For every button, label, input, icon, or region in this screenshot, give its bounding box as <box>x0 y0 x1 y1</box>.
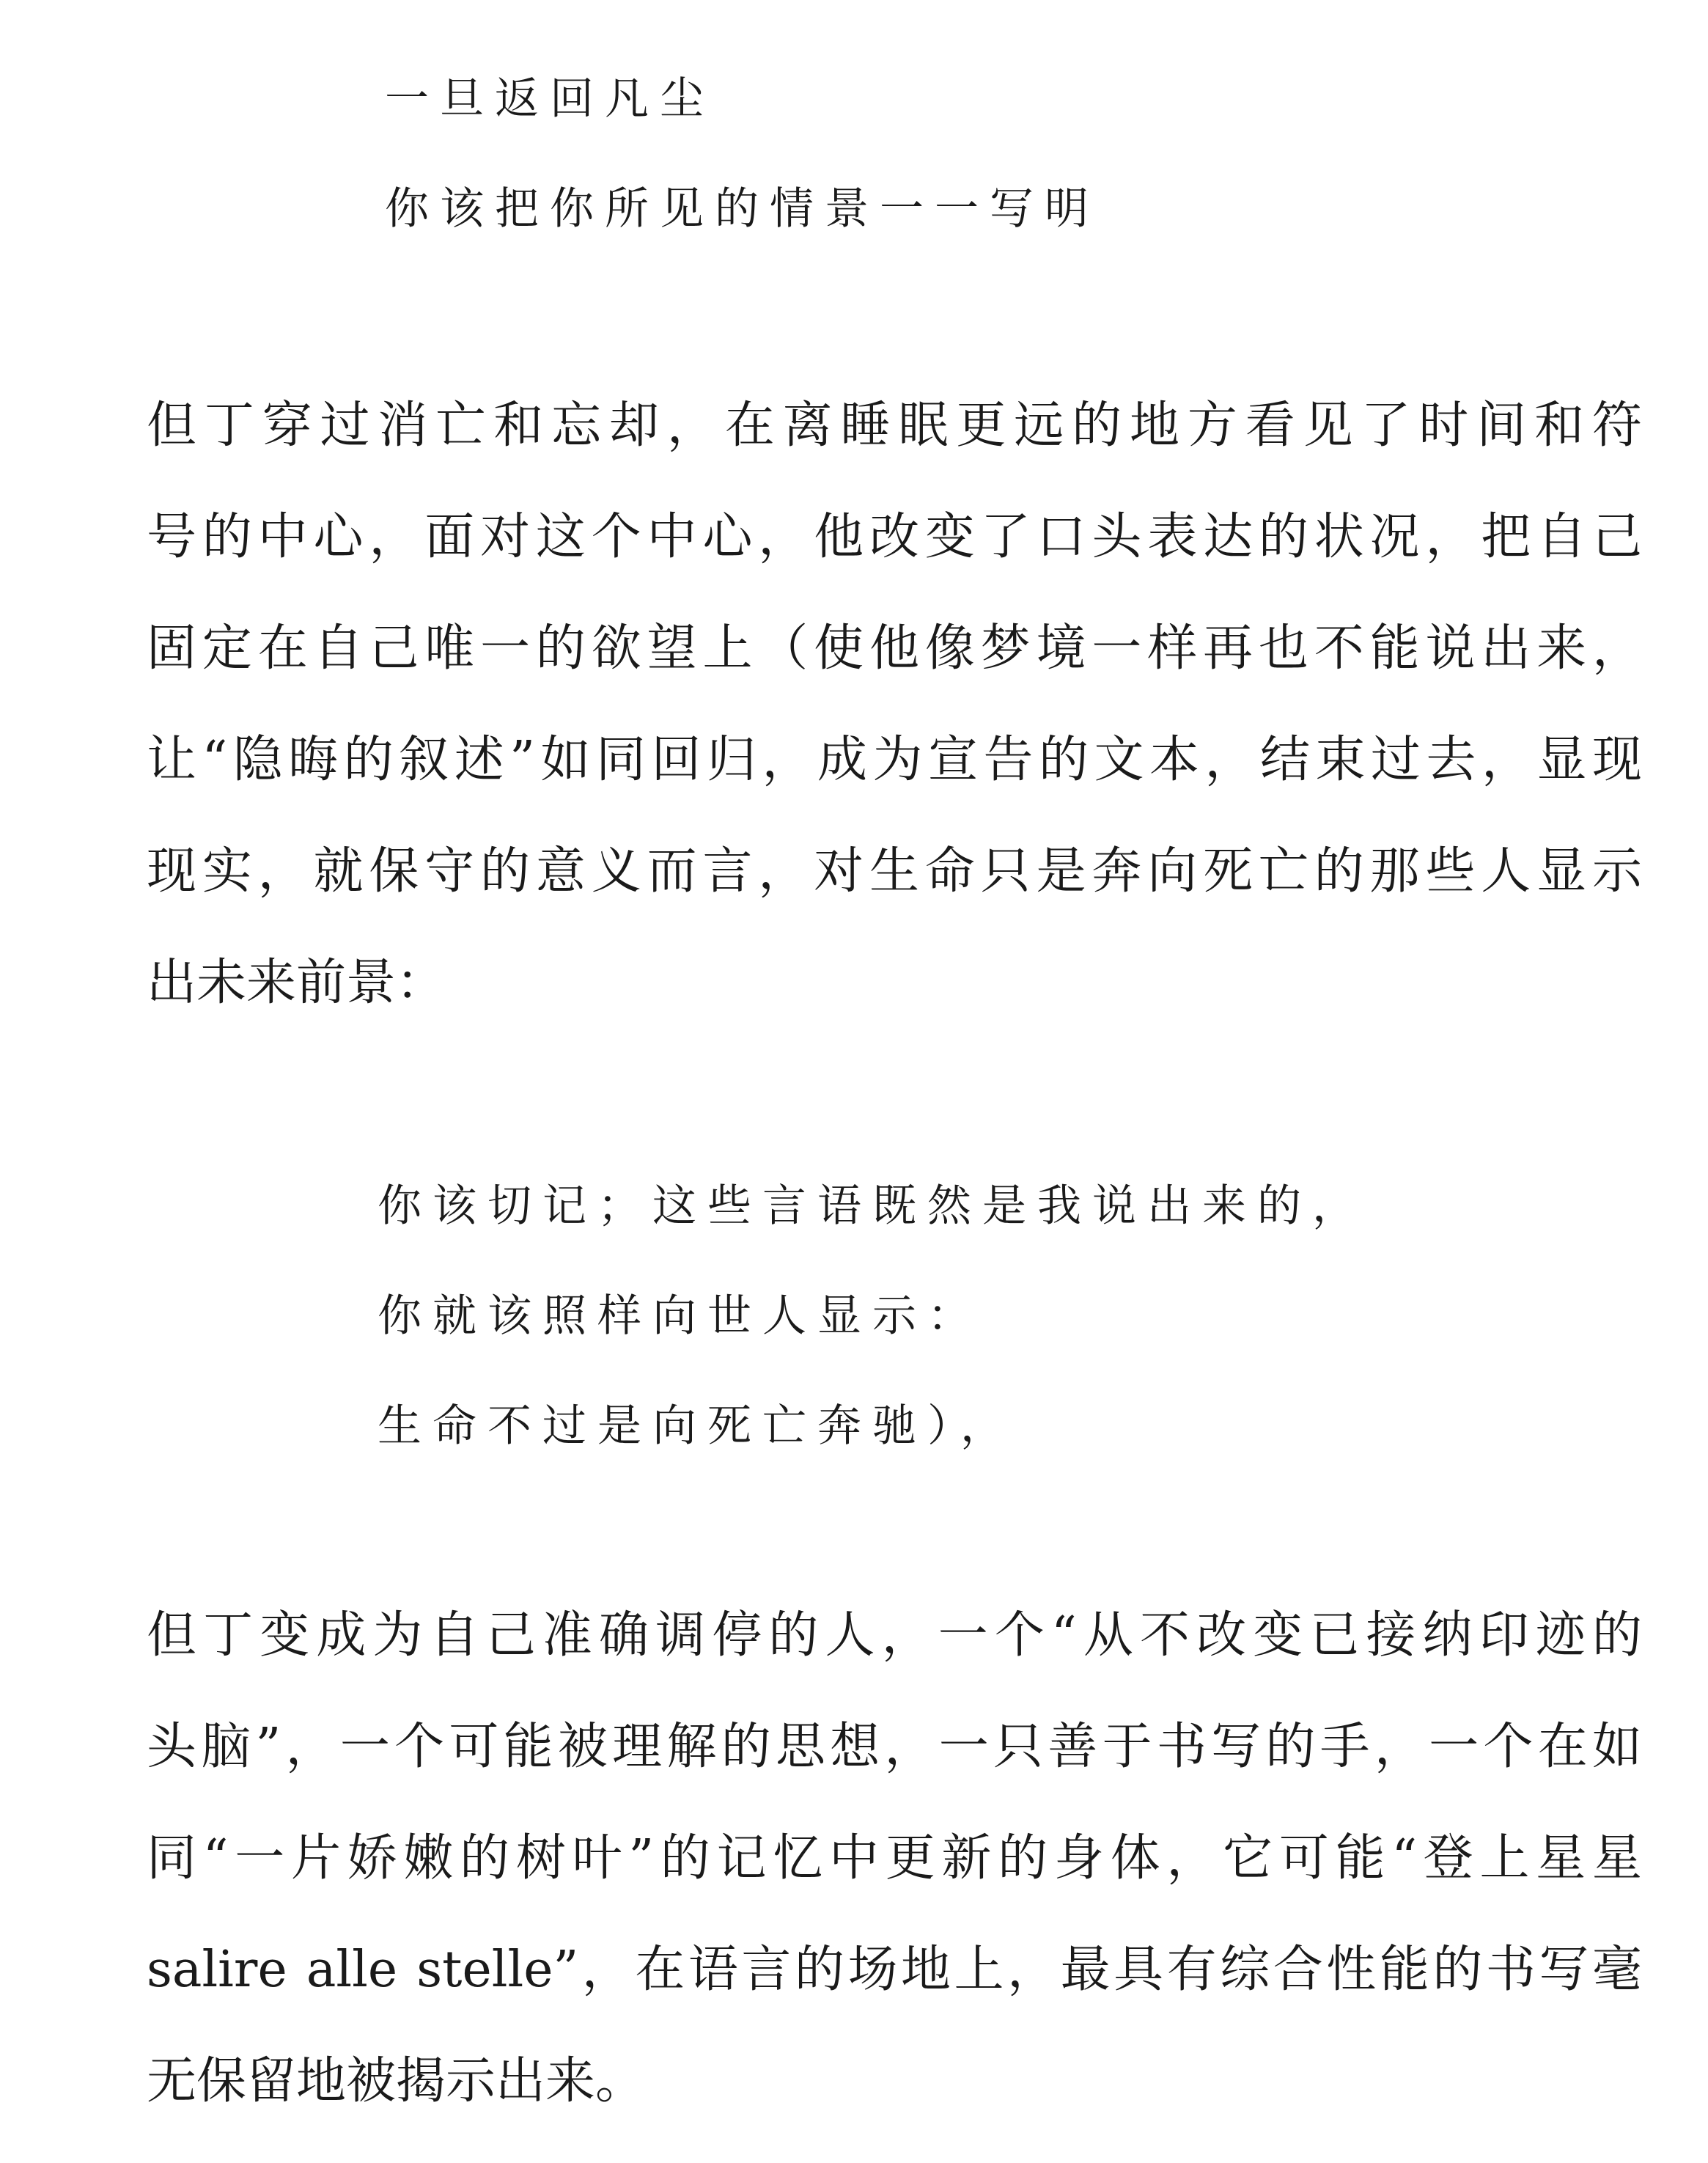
paragraph-line: 头脑”，一个可能被理解的思想，一只善于书写的手，一个在如 <box>147 1718 1642 1776</box>
verse-line: 一旦返回凡尘 <box>385 73 715 125</box>
paragraph-line: 但丁变成为自己准确调停的人，一个“从不改变已接纳印迹的 <box>147 1606 1642 1664</box>
verse-line: 生命不过是向死亡奔驰）， <box>378 1400 1015 1452</box>
paragraph-line: 让“隐晦的叙述”如同回归，成为宣告的文本，结束过去，显现 <box>147 731 1642 789</box>
paragraph-line: 现实，就保守的意义而言，对生命只是奔向死亡的那些人显示 <box>147 842 1642 900</box>
verse-quote-1 <box>385 44 1100 264</box>
verse-quote-2 <box>378 1151 1367 1481</box>
verse-line: 你该切记；这些言语既然是我说出来的， <box>378 1180 1367 1232</box>
paragraph-line: 无保留地被揭示出来。 <box>147 2052 646 2110</box>
paragraph-line: 号的中心，面对这个中心，他改变了口头表达的状况，把自己 <box>147 508 1642 566</box>
paragraph-line: 但丁穿过消亡和忘却，在离睡眠更远的地方看见了时间和符 <box>147 397 1642 455</box>
paragraph-2 <box>147 1580 1642 2137</box>
paragraph-1 <box>147 370 1642 1039</box>
verse-line: 你就该照样向世人显示： <box>378 1290 982 1342</box>
paragraph-line: salire alle stelle”，在语言的场地上，最具有综合性能的书写毫 <box>147 1941 1642 1999</box>
verse-line: 你该把你所见的情景一一写明 <box>385 183 1100 235</box>
paragraph-line: 固定在自己唯一的欲望上（使他像梦境一样再也不能说出来， <box>147 620 1642 677</box>
paragraph-line: 同“一片娇嫩的树叶”的记忆中更新的身体，它可能“登上星星 <box>147 1829 1642 1887</box>
paragraph-line: 出未来前景： <box>147 954 446 1012</box>
